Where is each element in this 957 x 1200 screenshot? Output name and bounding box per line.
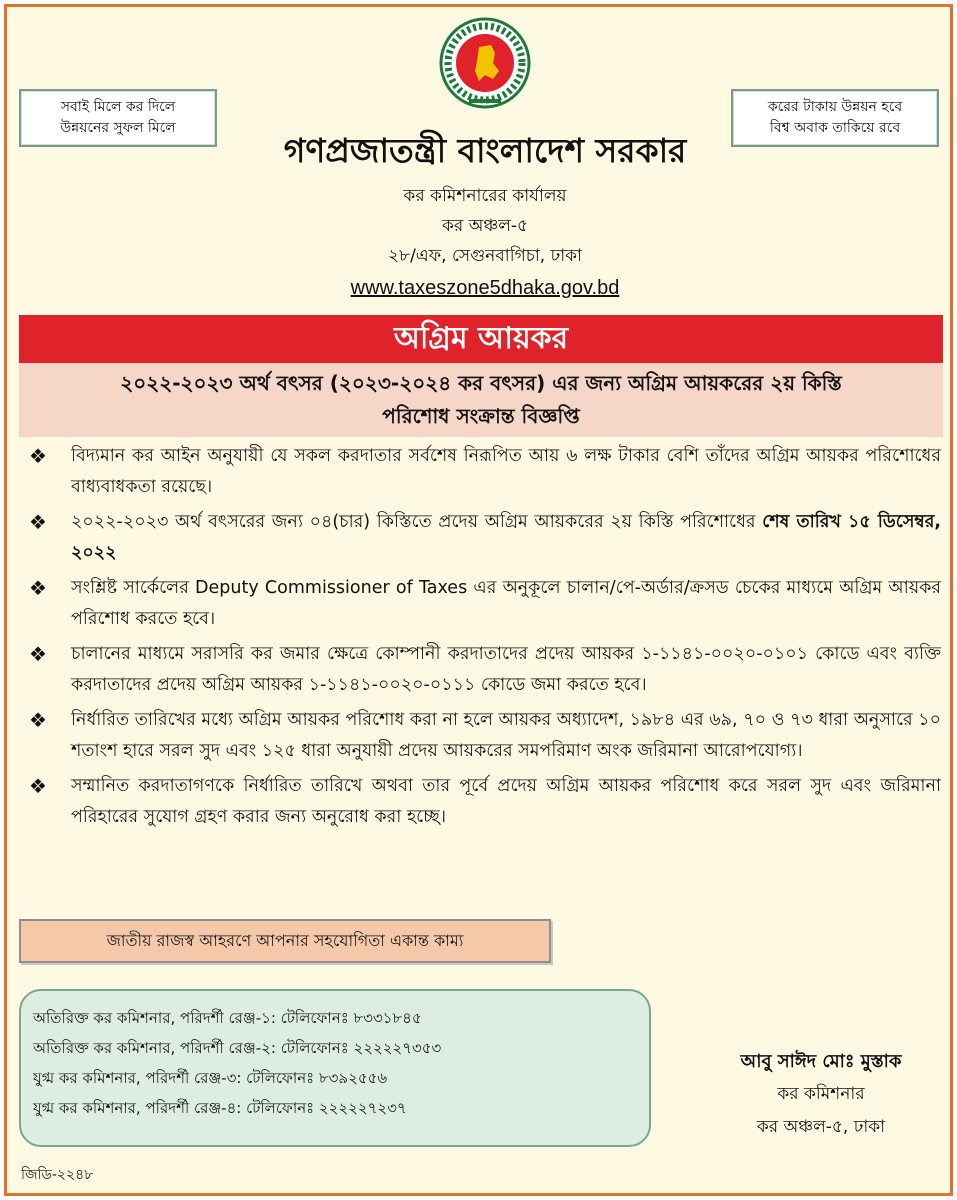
list-item: [25, 639, 941, 701]
bullet-text: সম্মানিত করদাতাগণকে নির্ধারিত তারিখে অথবা তার পূর্বে প্রদেয় অগ্রিম আয়কর পরিশোধ করে সরল সুদ এবং জরিমানা পরিহারের সুযোগ গ্রহণ করার জন্য অনুরোধ করা হচ্ছে।: [71, 776, 941, 827]
contact-line: অতিরিক্ত কর কমিশনার, পরিদর্শী রেঞ্জ-১: টেলিফোনঃ ৮৩৩১৮৪৫: [33, 1009, 422, 1027]
diamond-bullet-icon: ❖: [29, 576, 47, 600]
slogan-left-line1: সবাই মিলে কর দিলে: [60, 99, 176, 115]
bullet-text: নির্ধারিত তারিখের মধ্যে অগ্রিম আয়কর পরিশোধ করা না হলে আয়কর অধ্যাদেশ, ১৯৮৪ এর ৬৯, ৭০ ও ৭৩ ধারা অনুসারে ১০ শতাংশ হারে সরল সুদ এবং ১২৫ ধারা অনুযায়ী প্রদেয় আয়করের সমপরিমাণ অংক জরিমানা আরোপযোগ্য।: [71, 710, 941, 761]
signatory-office: কর অঞ্চল-৫, ঢাকা: [756, 1117, 886, 1137]
contact-box: [19, 989, 651, 1147]
notice-title: অগ্রিম আয়কর: [19, 315, 943, 363]
bullet-text: বিদ্যমান কর আইন অনুযায়ী যে সকল করদাতার সর্বশেষ নিরূপিত আয় ৬ লক্ষ টাকার বেশি তাঁদের অগ্রিম আয়কর পরিশোধের বাধ্যবাধকতা রয়েছে।: [71, 446, 941, 497]
list-item: [25, 441, 941, 503]
website-link[interactable]: www.taxeszone5dhaka.gov.bd: [350, 277, 620, 299]
slogan-box-left: [19, 89, 217, 147]
notice-subtitle: [19, 363, 943, 437]
diamond-bullet-icon: ❖: [29, 642, 47, 666]
diamond-bullet-icon: ❖: [29, 708, 47, 732]
diamond-bullet-icon: ❖: [29, 510, 47, 534]
notice-bullet-list: [25, 441, 941, 837]
notice-page: [4, 4, 953, 1196]
slogan-left-line2: উন্নয়নের সুফল মিলে: [60, 120, 176, 136]
notice-subtitle-line1: ২০২২-২০২৩ অর্থ বৎসর (২০২৩-২০২৪ কর বৎসর) এর জন্য অগ্রিম আয়করের ২য় কিস্তি: [120, 371, 842, 395]
appeal-banner: জাতীয় রাজস্ব আহরণে আপনার সহযোগিতা একান্ত কাম্য: [19, 919, 551, 963]
signatory-name: আবু সাঈদ মোঃ মুস্তাক: [740, 1051, 902, 1072]
bullet-text: সংশ্লিষ্ট সার্কেলের Deputy Commissioner of Taxes এর অনুকূলে চালান/পে-অর্ডার/ক্রসড চেকের মাধ্যমে অগ্রিম আয়কর পরিশোধ করতে হবে।: [71, 578, 941, 629]
slogan-right-line2: বিশ্ব অবাক তাকিয়ে রবে: [769, 120, 901, 136]
notice-subtitle-line2: পরিশোধ সংক্রান্ত বিজ্ঞপ্তি: [382, 404, 580, 428]
list-item: [25, 573, 941, 635]
list-item: [25, 705, 941, 767]
bullet-text: ২০২২-২০২৩ অর্থ বৎসরের জন্য ০৪(চার) কিস্তিতে প্রদেয় অগ্রিম আয়করের ২য় কিস্তি পরিশোধের: [71, 512, 756, 532]
deadline-text: শেষ তারিখ ১৫ ডিসেম্বর, ২০২২: [71, 512, 941, 563]
signature-block: [687, 1045, 955, 1144]
bullet-text: চালানের মাধ্যমে সরাসরি কর জমার ক্ষেত্রে কোম্পানী করদাতাদের প্রদেয় আয়কর ১-১১৪১-০০২০-০১০১ কোডে এবং ব্যক্তি করদাতাদের প্রদেয় অগ্রিম আয়কর ১-১১৪১-০০২০-০১১১ কোডে জমা করতে হবে।: [71, 644, 941, 695]
signatory-designation: কর কমিশনার: [777, 1084, 865, 1104]
office-name: কর কমিশনারের কার্যালয়: [403, 186, 567, 206]
office-address: ২৮/এফ, সেগুনবাগিচা, ঢাকা: [387, 246, 582, 266]
list-item: [25, 507, 941, 569]
diamond-bullet-icon: ❖: [29, 774, 47, 798]
government-emblem-icon: [439, 17, 531, 109]
slogan-right-line1: করের টাকায় উন্নয়ন হবে: [767, 99, 903, 115]
contact-line: যুগ্ম কর কমিশনার, পরিদর্শী রেঞ্জ-৪: টেলিফোনঃ ২২২২২৭২৩৭: [33, 1099, 407, 1117]
contact-line: যুগ্ম কর কমিশনার, পরিদর্শী রেঞ্জ-৩: টেলিফোনঃ ৮৩৯২৫৫৬: [33, 1069, 388, 1087]
list-item: [25, 771, 941, 833]
zone-name: কর অঞ্চল-৫: [441, 216, 529, 236]
diamond-bullet-icon: ❖: [29, 444, 47, 468]
government-title: গণপ্রজাতন্ত্রী বাংলাদেশ সরকার: [283, 131, 687, 170]
footer-code: জিডি-২২৪৮: [21, 1167, 94, 1183]
contact-line: অতিরিক্ত কর কমিশনার, পরিদর্শী রেঞ্জ-২: টেলিফোনঃ ২২২২২৭৩৫৩: [33, 1039, 442, 1057]
